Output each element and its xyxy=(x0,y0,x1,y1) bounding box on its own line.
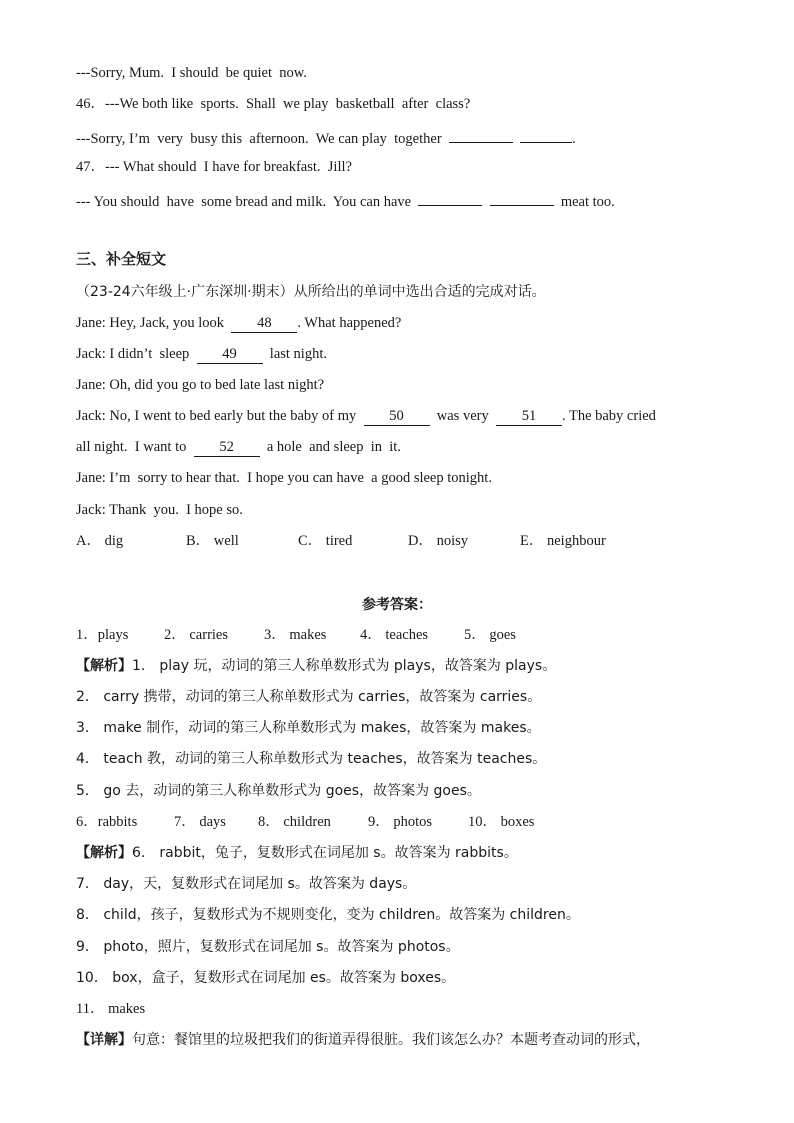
explanation-line: 8． child，孩子，复数形式为不规则变化，变为 children。故答案为 children。 xyxy=(76,907,580,923)
explanation-line: 3． make 制作，动词的第三人称单数形式为 makes，故答案为 makes。 xyxy=(76,720,541,736)
dialogue-text: last night. xyxy=(262,346,327,362)
dialogue-text: . The baby cried xyxy=(561,408,656,424)
dialogue-line xyxy=(76,437,401,457)
answer-item: 4． teaches xyxy=(360,627,429,643)
answer-47-text: --- You should have some bread and milk. You can have xyxy=(76,194,419,210)
dialogue-line-45b: ---Sorry, Mum. I should be quiet now. xyxy=(76,65,307,81)
dialogue-line xyxy=(76,313,401,333)
answer-line-46 xyxy=(76,125,576,149)
option-d[interactable]: D． noisy xyxy=(408,533,469,549)
explanation-text: 6． rabbit，兔子，复数形式在词尾加 s。故答案为 rabbits。 xyxy=(132,845,518,861)
answers-title: 参考答案： xyxy=(362,597,432,613)
explanation-line: 2． carry 携带，动词的第三人称单数形式为 carries，故答案为 carries。 xyxy=(76,689,542,705)
explanation-line: 4． teach 教，动词的第三人称单数形式为 teaches，故答案为 teaches。 xyxy=(76,751,547,767)
option-a[interactable]: A． dig xyxy=(76,533,124,549)
explanation-line: 5． go 去，动词的第三人称单数形式为 goes，故答案为 goes。 xyxy=(76,783,481,799)
answer-item: 7． days xyxy=(174,814,226,830)
dialogue-text: Jane: Hey, Jack, you look xyxy=(76,315,232,331)
explanation-text: 1． play 玩，动词的第三人称单数形式为 plays，故答案为 plays。 xyxy=(132,658,557,674)
answer-item: 9． photos xyxy=(368,814,433,830)
blank-50[interactable]: 50 xyxy=(364,408,430,426)
answer-blank[interactable] xyxy=(520,125,572,143)
dialogue-text: Jack: I didn’t sleep xyxy=(76,346,197,362)
dialogue-text: . What happened? xyxy=(297,315,402,331)
dialogue-line: Jane: Oh, did you go to bed late last night? xyxy=(76,377,325,393)
answer-item: 1．plays xyxy=(76,627,129,643)
explanation-tag: 【解析】 xyxy=(76,845,132,861)
explanation-line xyxy=(76,1030,650,1050)
explanation-line: 9． photo，照片，复数形式在词尾加 s。故答案为 photos。 xyxy=(76,939,460,955)
answer-item: 5． goes xyxy=(464,627,516,643)
answer-item: 6．rabbits xyxy=(76,814,138,830)
answer-blank[interactable] xyxy=(490,188,554,206)
dialogue-text: a hole and sleep in it. xyxy=(259,439,401,455)
explanation-line: 7． day，天，复数形式在词尾加 s。故答案为 days。 xyxy=(76,876,417,892)
answer-blank[interactable] xyxy=(418,188,482,206)
blank-52[interactable]: 52 xyxy=(194,439,260,457)
section-source: （23-24六年级上·广东深圳·期末）从所给出的单词中选出合适的完成对话。 xyxy=(76,284,546,300)
option-c[interactable]: C． tired xyxy=(298,533,353,549)
answer-item: 8． children xyxy=(258,814,331,830)
blank-51[interactable]: 51 xyxy=(496,408,562,426)
dialogue-line: Jane: I’m sorry to hear that. I hope you can have a good sleep tonight. xyxy=(76,470,492,486)
blank-49[interactable]: 49 xyxy=(197,346,263,364)
answer-item: 2． carries xyxy=(164,627,229,643)
question-47: 47．--- What should I have for breakfast. Jill? xyxy=(76,159,352,175)
section-heading: 三、补全短文 xyxy=(76,250,167,268)
answer-item-11: 11． makes xyxy=(76,1001,146,1017)
explanation-line xyxy=(76,656,556,676)
dialogue-text: all night. I want to xyxy=(76,439,194,455)
dialogue-text: Jack: No, I went to bed early but the baby of my xyxy=(76,408,364,424)
answer-item: 10． boxes xyxy=(468,814,535,830)
answer-item: 3． makes xyxy=(264,627,327,643)
answer-46-text: ---Sorry, I’m very busy this afternoon. We can play together xyxy=(76,131,449,147)
answer-line-47 xyxy=(76,188,615,212)
option-e[interactable]: E． neighbour xyxy=(520,533,606,549)
answer-47-end: meat too. xyxy=(553,194,615,210)
dialogue-line xyxy=(76,344,327,364)
dialogue-line xyxy=(76,406,656,426)
dialogue-text: was very xyxy=(429,408,496,424)
dialogue-line: Jack: Thank you. I hope so. xyxy=(76,502,243,518)
explanation-tag: 【详解】 xyxy=(76,1032,132,1048)
blank-48[interactable]: 48 xyxy=(231,315,297,333)
option-b[interactable]: B． well xyxy=(186,533,239,549)
explanation-line xyxy=(76,843,518,863)
explanation-text: 句意：餐馆里的垃圾把我们的街道弄得很脏。我们该怎么办？本题考查动词的形式， xyxy=(132,1032,650,1048)
explanation-line: 10． box，盒子，复数形式在词尾加 es。故答案为 boxes。 xyxy=(76,970,456,986)
answer-46-end: . xyxy=(572,131,576,147)
explanation-tag: 【解析】 xyxy=(76,658,132,674)
question-46: 46．---We both like sports. Shall we play basketball after class? xyxy=(76,96,471,112)
answer-blank[interactable] xyxy=(449,125,513,143)
